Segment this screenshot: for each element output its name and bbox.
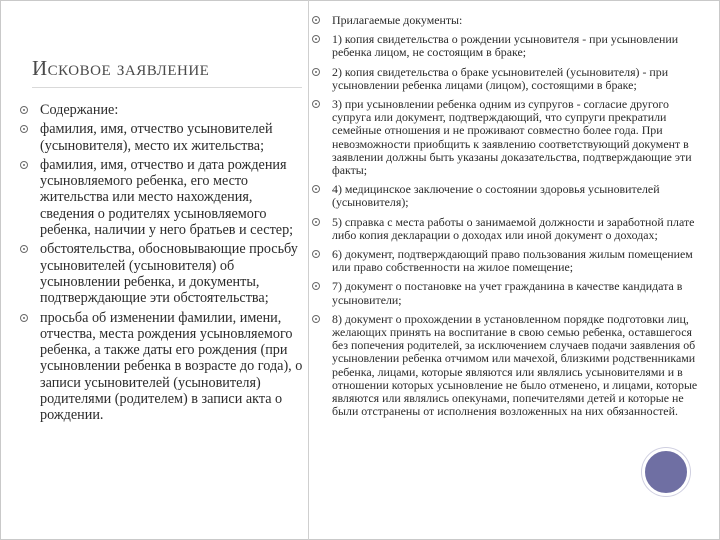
circle-bullet-icon [312,185,320,193]
left-bullet-list [16,102,304,427]
list-item-text: 2) копия свидетельства о браке усыновителей (усыновителя) - при усыновлении ребенка лицами (лицом), состоящими в браке; [332,64,669,92]
list-item-text: 3) при усыновлении ребенка одним из супругов - согласие другого супруга или документ, подтверждающий, что супруги прекратили семейные отношения и не проживают совместно более года. При невозможности приобщить к заявлению соответствующий документ в заявлении должны быть указаны доказательства, подтверждающие эти факты; [332,97,692,178]
list-item [16,310,304,424]
decorative-circle-icon [642,448,690,496]
list-item [16,121,304,154]
list-item [310,280,710,306]
list-item-text: 4) медицинское заключение о состоянии здоровья усыновителей (усыновителя); [332,182,660,210]
list-item-text: Прилагаемые документы: [332,13,463,27]
list-item-text: 5) справка с места работы о занимаемой должности и заработной плате либо копия декларации о доходах или иной документ о доходах; [332,214,695,242]
list-item-text: фамилия, имя, отчество усыновителей (усыновителя), место их жительства; [40,121,273,154]
circle-bullet-icon [312,282,320,290]
list-item [310,248,710,274]
list-item [16,102,304,118]
circle-bullet-icon [20,161,28,169]
list-item-text: Содержание: [40,102,119,118]
circle-bullet-icon [20,125,28,133]
list-item-text: 6) документ, подтверждающий право пользования жилым помещением или право собственности на жилое помещение; [332,247,693,275]
right-bullet-list [310,14,710,424]
list-item-text: 7) документ о постановке на учет гражданина в качестве кандидата в усыновители; [332,279,683,307]
circle-bullet-icon [312,218,320,226]
list-item [310,14,710,27]
list-item [310,98,710,177]
circle-bullet-icon [312,35,320,43]
circle-bullet-icon [312,100,320,108]
circle-bullet-icon [20,314,28,322]
list-item-text: 1) копия свидетельства о рождении усыновителя - при усыновлении ребенка лицом, не состоящим в браке; [332,32,679,60]
list-item-text: просьба об изменении фамилии, имени, отчества, места рождения усыновляемого ребенка, а также даты его рождения (при усыновлении ребенка в возрасте до года), о записи усыновителей (усыновителя) родителями (родителем) в записи акта о рождении. [40,309,303,424]
list-item [310,313,710,419]
list-item-text: 8) документ о прохождении в установленном порядке подготовки лиц, желающих принять на воспитание в свою семью ребенка, оставшегося без попечения родителей, за исключением случаев подачи заявления об усыновлении ребенка отчимом или мачехой, близкими родственниками ребенка, лицами, которые являются или являлись усыновителями и в отношении которых усыновление не было отменено, и лицами, которые являются или являлись опекунами, попечителями детей и которые не были отстранены от исполнения возложенных на них обязанностей. [332,311,698,419]
list-item [310,33,710,59]
list-item-text: обстоятельства, обосновывающие просьбу усыновителей (усыновителя) об усыновлении ребенка, и документы, подтверждающие эти обстоятельства; [40,241,298,307]
circle-bullet-icon [20,245,28,253]
list-item [16,241,304,306]
circle-bullet-icon [312,68,320,76]
list-item [310,216,710,242]
circle-bullet-icon [312,16,320,24]
list-item [310,183,710,209]
list-item-text: фамилия, имя, отчество и дата рождения усыновляемого ребенка, его место жительства или место нахождения, сведения о родителях усыновляемого ребенка, наличии у него братьев и сестер; [40,156,294,239]
slide-title: Исковое заявление [32,56,302,88]
list-item [310,66,710,92]
list-item [16,157,304,238]
circle-bullet-icon [312,250,320,258]
circle-bullet-icon [20,106,28,114]
circle-bullet-icon [312,315,320,323]
column-divider [308,0,309,540]
